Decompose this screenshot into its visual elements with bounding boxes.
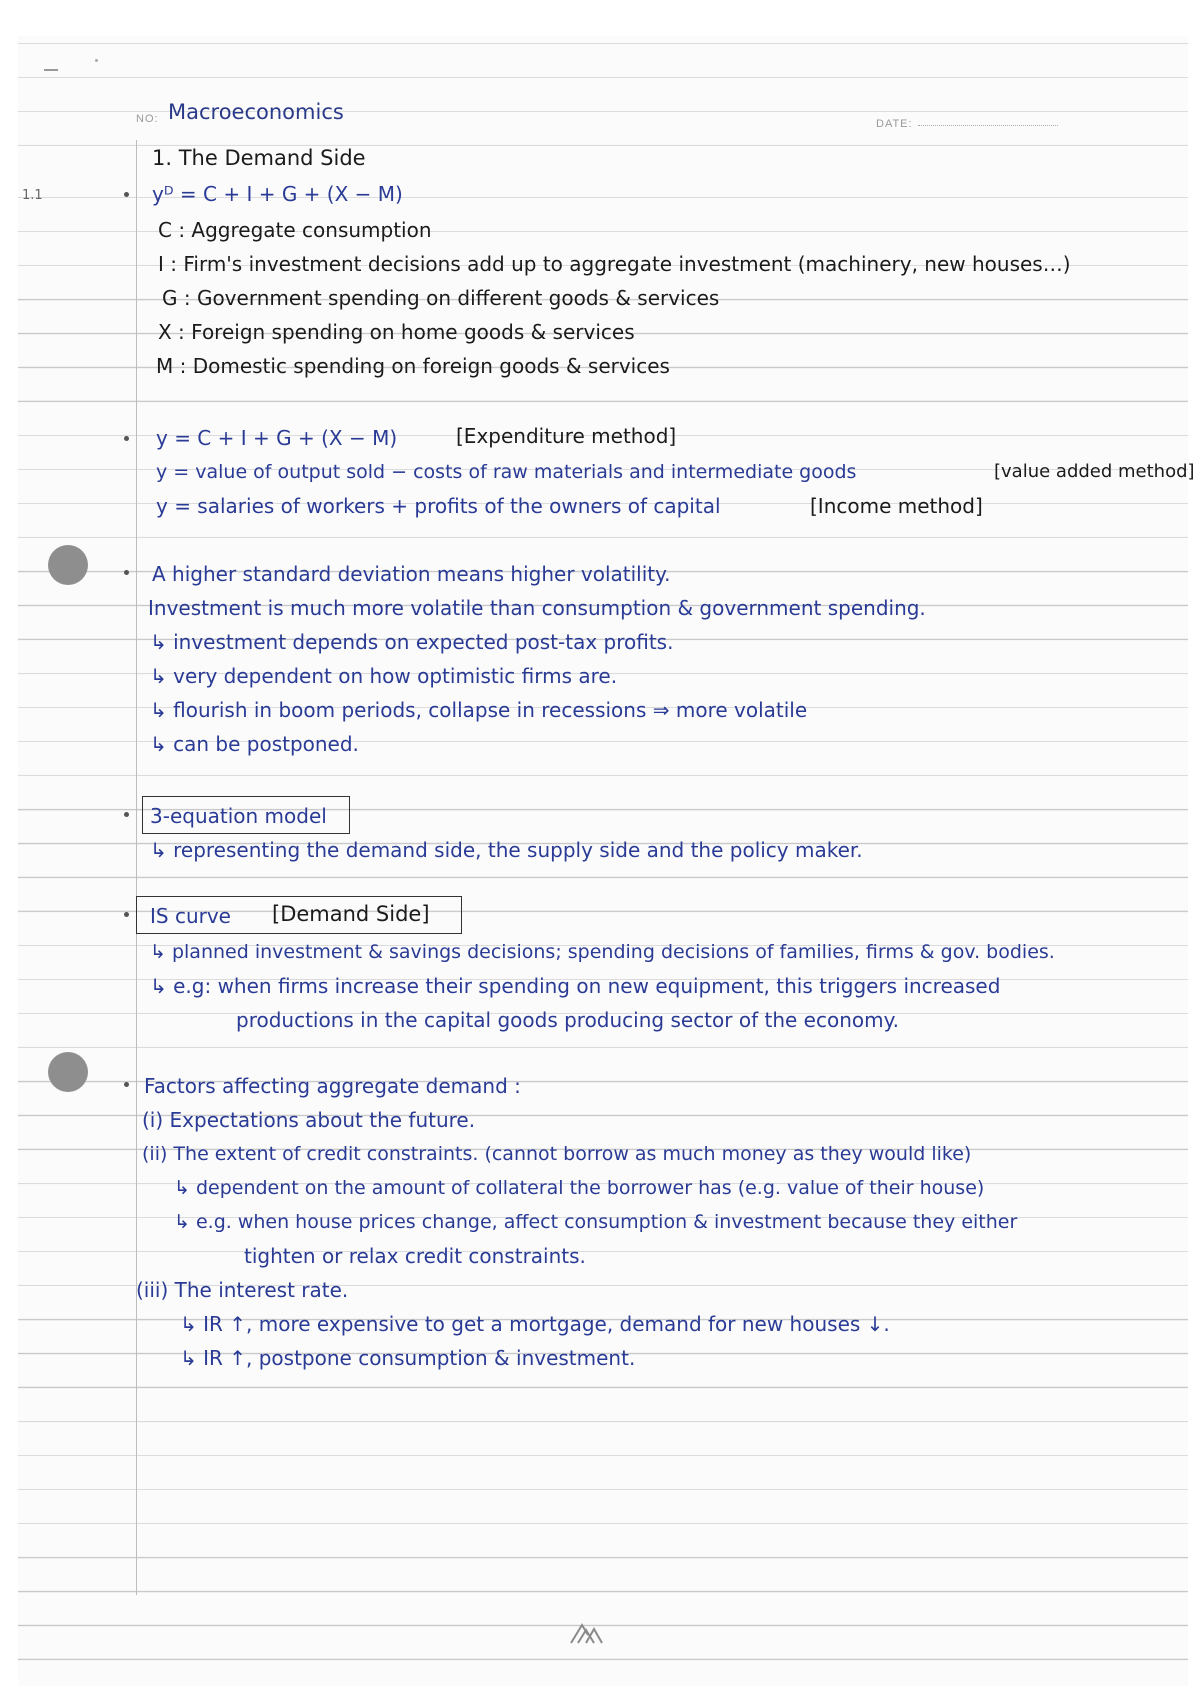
method-label: [value added method] [994,461,1195,482]
note-line: tighten or relax credit constraints. [244,1244,586,1268]
note-line: ↳ e.g: when firms increase their spending on new equipment, this triggers increased [150,974,1001,998]
note-line: ↳ planned investment & savings decisions; spending decisions of families, firms & gov. bodies. [150,941,1055,963]
note-line: ↳ IR ↑, postpone consumption & investment. [180,1346,636,1370]
date-field-line [918,125,1058,126]
date-label: DATE: [876,118,913,130]
bullet [124,812,129,817]
side-number: 1.1 [22,188,43,203]
note-line: ↳ dependent on the amount of collateral the borrower has (e.g. value of their house) [174,1177,985,1199]
note-line: (i) Expectations about the future. [142,1108,476,1132]
bullet [124,192,129,197]
method-label: [Expenditure method] [456,424,677,448]
formula: y = C + I + G + (X − M) [156,426,398,450]
definition-line: C : Aggregate consumption [158,218,432,242]
note-line: ↳ IR ↑, more expensive to get a mortgage, demand for new houses ↓. [180,1312,890,1336]
boxed-label: [Demand Side] [272,902,430,926]
bullet [124,1082,129,1087]
note-line: ↳ representing the demand side, the supply side and the policy maker. [150,838,863,862]
definition-line: I : Firm's investment decisions add up to aggregate investment (machinery, new houses…) [158,252,1071,276]
bullet [124,912,129,917]
no-label: NO: [136,113,159,125]
binder-hole [48,1052,88,1092]
formula: y = value of output sold − costs of raw materials and intermediate goods [156,461,857,483]
note-line: productions in the capital goods producing sector of the economy. [236,1008,899,1032]
definition-line: X : Foreign spending on home goods & services [158,320,635,344]
margin-line [136,140,137,1595]
binder-hole [48,545,88,585]
page-title: Macroeconomics [168,100,344,124]
boxed-label: IS curve [150,904,231,928]
method-label: [Income method] [810,494,983,518]
note-line: (iii) The interest rate. [136,1278,349,1302]
scan-mark [44,69,58,71]
note-line: ↳ very dependent on how optimistic firms are. [150,664,618,688]
formula: yᴰ = C + I + G + (X − M) [152,182,403,206]
note-line: (ii) The extent of credit constraints. (cannot borrow as much money as they would like) [142,1143,972,1165]
definition-line: G : Government spending on different goods & services [162,286,720,310]
formula: y = salaries of workers + profits of the owners of capital [156,494,721,518]
scan-mark [95,59,98,62]
note-line: ↳ e.g. when house prices change, affect consumption & investment because they either [174,1211,1018,1233]
note-line: A higher standard deviation means higher volatility. [152,562,671,586]
note-line: ↳ investment depends on expected post-tax profits. [150,630,674,654]
definition-line: M : Domestic spending on foreign goods & services [156,354,670,378]
section-heading: 1. The Demand Side [152,146,366,170]
note-line: ↳ flourish in boom periods, collapse in recessions ⇒ more volatile [150,698,808,722]
note-line: Factors affecting aggregate demand : [144,1074,521,1098]
bullet [124,436,129,441]
note-line: ↳ can be postponed. [150,732,359,756]
note-line: Investment is much more volatile than consumption & government spending. [148,596,926,620]
watermark-logo-icon [568,1617,604,1647]
boxed-label: 3-equation model [150,804,327,828]
bullet [124,570,129,575]
